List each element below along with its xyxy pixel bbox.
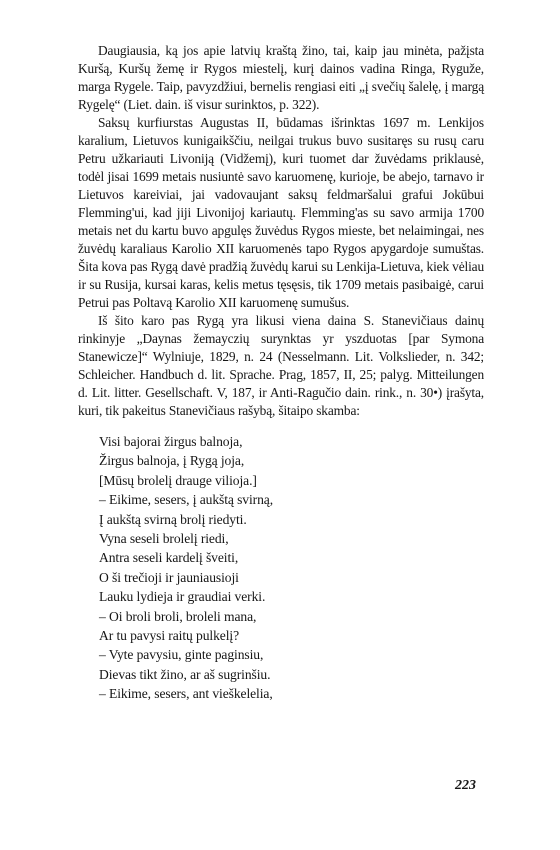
paragraph: Iš šito karo pas Rygą yra likusi viena daina S. Stanevičiaus dainų rinkinyje „Daynas žemayczių surynktas yr yszduotas [par Symona Stanewicze]“ Wylniuje, 1829, n. 24 (Nesselmann. Lit. Volkslieder, n. 342; Schleicher. Handbuch d. lit. Sprache. Prag, 1857, II, 25; palyg. Mitteilungen d. Lit. litter. Gesellschaft. V, 187, ir Anti-Ragučio dain. rink., n. 30•) įrašyta, kuri, tik pakeitus Stanevičiaus rašybą, šitaipo skamba: — [78, 313, 484, 418]
paragraph: Daugiausia, ką jos apie latvių kraštą žino, tai, kaip jau minėta, pažįsta Kuršą, Kuršų žemę ir Rygos miestelį, kurį dainos vadina Ringa, Ryguže, marga Rygele. Taip, pavyzdžiui, bernelis rengiasi eiti „į svečių šalelę, į margą Rygelę“ (Liet. dain. iš visur surinktos, p. 322). — [78, 43, 484, 112]
poem-line: Lauku lydieja ir graudiai verki. — [99, 589, 266, 605]
poem-line: – Vyte pavysiu, ginte paginsiu, — [99, 647, 264, 663]
poem-line: Antra seseli kardelį šveiti, — [99, 550, 239, 566]
poem-line: – Oi broli broli, broleli mana, — [99, 608, 257, 624]
poem-line: Į aukštą svirną brolį riedyti. — [99, 511, 247, 527]
poem-line: Dievas tikt žino, ar aš sugrinšiu. — [99, 666, 271, 682]
poem-line: – Eikime, sesers, į aukštą svirną, — [99, 492, 274, 508]
page-number: 223 — [455, 778, 476, 793]
poem-line: – Eikime, sesers, ant vieškelelia, — [99, 686, 273, 702]
poem-line: O ši trečioji ir jauniausioji — [99, 569, 239, 585]
poem-line: Ar tu pavysi raitų pulkelį? — [99, 628, 240, 644]
poem — [99, 432, 484, 704]
poem-line: [Mūsų brolelį drauge vilioja.] — [99, 472, 257, 488]
paragraph: Saksų kurfiurstas Augustas II, būdamas išrinktas 1697 m. Lenkijos karalium, Lietuvos kunigaikščiu, neilgai trukus buvo susitaręs su rusų caru Petru užkariauti Livoniją (Vidžemį), kuri tuomet dar žuvėdams priklausė, todėl jisai 1699 metais nusiuntė savo karuomenę, kurioje, be abejo, tarnavo ir Lietuvos kareiviai, jai vadovaujant saksų feldmaršalui grafui Jokūbui Flemming'ui, kad jiji Livonijoj kariautų. Flemming'as su savo armija 1700 metais net du kartu buvo apgulęs žuvėdus Rygos mieste, bet nelaimingai, nes žuvėdų karaliaus Karolio XII karuomenės tapo Rygos apygardoje sumuštas. Šita kova pas Rygą davė pradžią žuvėdų karui su Lenkija-Lietuva, kiek vėliau ir su Rusija, kursai karas, kelis metus tęsęsis, tik 1709 metais pasibaigė, carui Petrui pas Poltavą Karolio XII karuomenę sumušus. — [78, 115, 485, 310]
poem-line: Vyna seseli brolelį riedi, — [99, 531, 229, 547]
poem-line: Visi bajorai žirgus balnoja, — [99, 434, 243, 449]
poem-line: Žirgus balnoja, į Rygą joja, — [99, 453, 245, 469]
page-body — [78, 42, 484, 704]
